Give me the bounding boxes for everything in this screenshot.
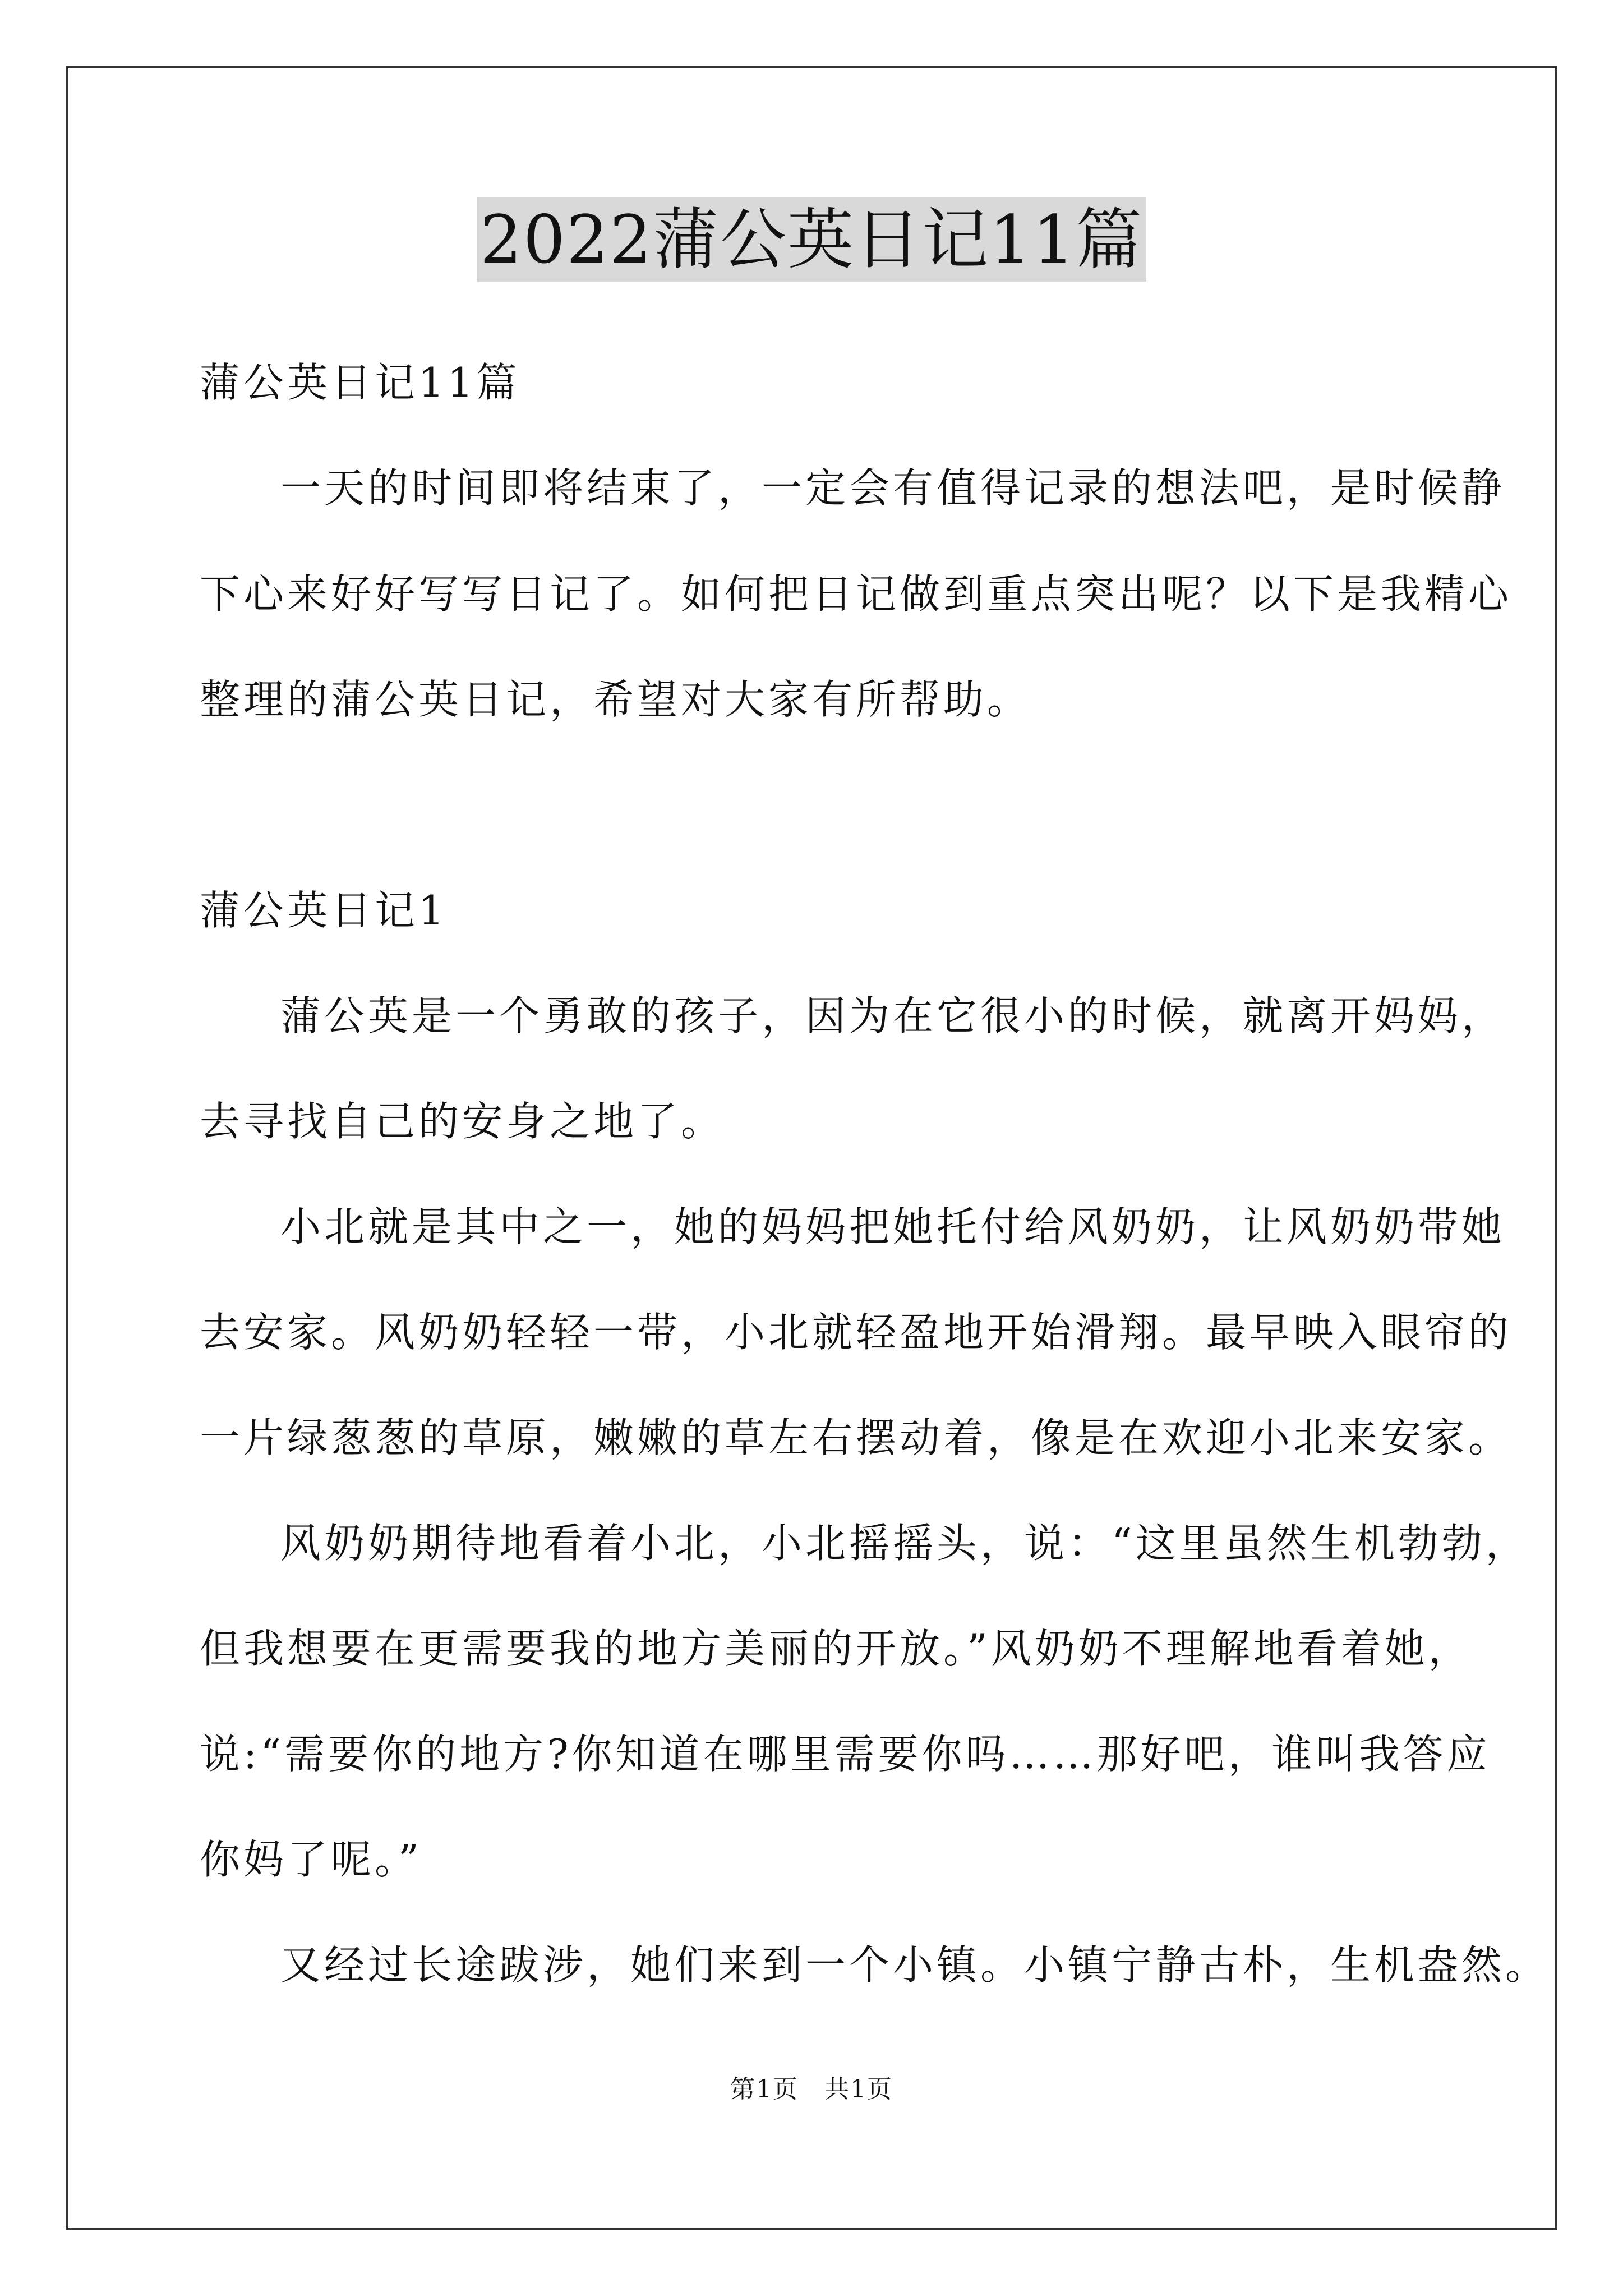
paragraph-4-line-1: 又经过长途跋涉，她们来到一个小镇。小镇宁静古朴，生机盎然。 <box>280 1941 1550 1989</box>
paragraph-1-line-2: 去寻找自己的安身之地了。 <box>200 1098 725 1145</box>
paragraph-2-line-3: 一片绿葱葱的草原，嫩嫩的草左右摆动着，像是在欢迎小北来安家。 <box>200 1414 1513 1461</box>
paragraph-2-line-1: 小北就是其中之一，她的妈妈把她托付给风奶奶，让风奶奶带她 <box>280 1203 1506 1250</box>
document-title: 2022蒲公英日记11篇 <box>477 197 1146 282</box>
paragraph-3-line-4: 你妈了呢。” <box>200 1836 422 1883</box>
subtitle-line: 蒲公英日记11篇 <box>200 359 520 406</box>
intro-line-1: 一天的时间即将结束了，一定会有值得记录的想法吧，是时候静 <box>280 464 1506 512</box>
paragraph-2-line-2: 去安家。风奶奶轻轻一带，小北就轻盈地开始滑翔。最早映入眼帘的 <box>200 1309 1513 1356</box>
intro-line-3: 整理的蒲公英日记，希望对大家有所帮助。 <box>200 676 1031 723</box>
paragraph-3-line-1: 风奶奶期待地看着小北，小北摇摇头，说：“这里虽然生机勃勃， <box>280 1520 1529 1567</box>
paragraph-1-line-1: 蒲公英是一个勇敢的孩子，因为在它很小的时候，就离开妈妈， <box>280 992 1506 1039</box>
section-heading: 蒲公英日记1 <box>200 887 448 934</box>
intro-line-2: 下心来好好写写日记了。如何把日记做到重点突出呢？以下是我精心 <box>200 570 1513 618</box>
page-number-footer: 第1页 共1页 <box>730 2075 893 2104</box>
title-container <box>0 197 1623 282</box>
paragraph-3-line-3: 说:“需要你的地方?你知道在哪里需要你吗……那好吧，谁叫我答应 <box>200 1731 1491 1778</box>
paragraph-3-line-2: 但我想要在更需要我的地方美丽的开放。”风奶奶不理解地看着她， <box>200 1625 1472 1672</box>
